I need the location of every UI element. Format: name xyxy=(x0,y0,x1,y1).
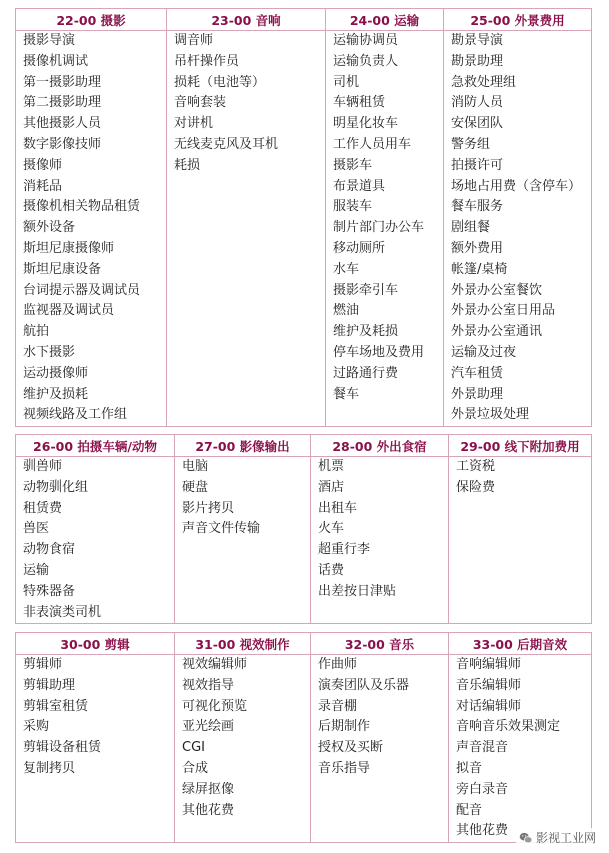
list-item: 勘景导演 xyxy=(451,33,504,48)
column-header: 31-00 视效制作 xyxy=(175,633,311,655)
list-item xyxy=(311,801,448,822)
list-item: 作曲师 xyxy=(318,657,358,672)
list-item: 运输 xyxy=(23,562,50,578)
list-item: 摄像师 xyxy=(23,157,63,173)
list-item: 剪辑室租赁 xyxy=(23,698,89,714)
block-body-row xyxy=(16,31,592,427)
list-item: 复制拷贝 xyxy=(23,760,76,776)
list-item: 外景办公室日用品 xyxy=(451,303,556,319)
list-item: 急救处理组 xyxy=(451,74,517,90)
list-item: 火车 xyxy=(318,521,345,537)
list-item: 其他花费 xyxy=(182,802,235,818)
list-item: CGI xyxy=(182,740,205,756)
list-item: 剪辑助理 xyxy=(23,677,76,693)
list-item: 外景办公室通讯 xyxy=(451,324,543,340)
list-item: 台词提示器及调试员 xyxy=(23,282,141,298)
list-item: 水下摄影 xyxy=(23,344,76,360)
list-item xyxy=(449,582,591,603)
list-item: 燃油 xyxy=(333,303,360,319)
list-item: 剪辑设备租赁 xyxy=(23,740,102,756)
list-item: 勘景助理 xyxy=(451,53,504,69)
list-item: 硬盘 xyxy=(182,479,209,495)
list-item xyxy=(449,540,591,561)
list-item xyxy=(175,561,310,582)
list-item xyxy=(16,801,174,822)
list-item: 航拍 xyxy=(23,324,50,340)
list-item: 动物食宿 xyxy=(23,542,76,558)
list-item: 安保团队 xyxy=(451,116,504,132)
list-item: 明星化妆车 xyxy=(333,116,399,132)
column-header: 25-00 外景费用 xyxy=(444,9,592,31)
list-item: 租赁费 xyxy=(23,500,63,516)
list-item: 无线麦克风及耳机 xyxy=(174,136,279,152)
list-item: 数字影像技师 xyxy=(23,136,102,152)
list-item: 摄影车 xyxy=(333,157,373,173)
list-item: 音响音乐效果测定 xyxy=(456,719,561,735)
list-item: 对话编辑师 xyxy=(456,698,522,714)
list-item xyxy=(175,821,310,842)
list-item: 拍摄许可 xyxy=(451,157,504,173)
item-column xyxy=(449,457,592,624)
list-item: 特殊器备 xyxy=(23,583,76,599)
list-item: 额外设备 xyxy=(23,220,76,236)
list-item: 音响套装 xyxy=(174,95,227,111)
list-item xyxy=(311,821,448,842)
list-item xyxy=(175,540,310,561)
item-column xyxy=(326,31,444,427)
item-column xyxy=(311,655,449,843)
list-item: 机票 xyxy=(318,459,345,474)
item-column xyxy=(16,655,175,843)
list-item: 斯坦尼康摄像师 xyxy=(23,240,115,256)
column-header: 23-00 音响 xyxy=(167,9,326,31)
budget-table-block-2 xyxy=(15,434,592,624)
list-item: 损耗（电池等） xyxy=(174,74,266,90)
list-item: 运输协调员 xyxy=(333,33,399,48)
list-item: 兽医 xyxy=(23,521,50,537)
list-item: 吊杆操作员 xyxy=(174,53,240,69)
list-item: 演奏团队及乐器 xyxy=(318,677,410,693)
list-item: 声音文件传输 xyxy=(182,521,261,537)
list-item xyxy=(167,301,325,322)
block-header-row xyxy=(16,9,592,31)
list-item: 维护及损耗 xyxy=(23,386,89,402)
list-item xyxy=(326,405,443,426)
list-item: 授权及买断 xyxy=(318,740,384,756)
column-header: 24-00 运输 xyxy=(326,9,444,31)
list-item: 动物驯化组 xyxy=(23,479,89,495)
watermark xyxy=(516,828,599,847)
item-column xyxy=(167,31,326,427)
budget-table-block-1 xyxy=(15,8,592,427)
list-item: 电脑 xyxy=(182,459,209,474)
budget-table-block-3 xyxy=(15,632,592,843)
list-item: 后期制作 xyxy=(318,719,371,735)
list-item: 运输及过夜 xyxy=(451,344,517,360)
item-column xyxy=(16,457,175,624)
list-item: 布景道具 xyxy=(333,178,386,194)
list-item: 合成 xyxy=(182,760,209,776)
list-item: 摄像机调试 xyxy=(23,53,89,69)
list-item: 摄影导演 xyxy=(23,33,76,48)
list-item: 司机 xyxy=(333,74,360,90)
item-column xyxy=(311,457,449,624)
list-item: 汽车租赁 xyxy=(451,365,504,381)
list-item: 音乐编辑师 xyxy=(456,677,522,693)
list-item: 斯坦尼康设备 xyxy=(23,261,102,277)
list-item: 工作人员用车 xyxy=(333,136,412,152)
list-item: 剧组餐 xyxy=(451,220,491,236)
column-header: 33-00 后期音效 xyxy=(449,633,592,655)
list-item: 音响编辑师 xyxy=(456,657,522,672)
list-item xyxy=(167,364,325,385)
list-item: 水车 xyxy=(333,261,360,277)
list-item: 出租车 xyxy=(318,500,358,516)
list-item xyxy=(167,177,325,198)
list-item: 维护及耗损 xyxy=(333,324,399,340)
list-item: 非表演类司机 xyxy=(23,604,102,620)
list-item: 其他花费 xyxy=(456,823,509,839)
list-item: 制片部门办公车 xyxy=(333,220,425,236)
list-item xyxy=(449,499,591,520)
list-item: 工资税 xyxy=(456,459,496,474)
list-item xyxy=(167,322,325,343)
column-header: 22-00 摄影 xyxy=(16,9,167,31)
item-column xyxy=(175,457,311,624)
list-item: 餐车 xyxy=(333,386,360,402)
list-item: 配音 xyxy=(456,802,483,818)
column-header: 32-00 音乐 xyxy=(311,633,449,655)
list-item: 剪辑师 xyxy=(23,657,63,672)
list-item: 摄影牵引车 xyxy=(333,282,399,298)
list-item: 外景办公室餐饮 xyxy=(451,282,543,298)
column-header: 27-00 影像输出 xyxy=(175,435,311,457)
list-item: 录音棚 xyxy=(318,698,358,714)
list-item: 停车场地及费用 xyxy=(333,344,425,360)
list-item xyxy=(167,385,325,406)
list-item: 第二摄影助理 xyxy=(23,95,102,111)
list-item: 餐车服务 xyxy=(451,199,504,215)
list-item xyxy=(167,218,325,239)
list-item xyxy=(167,281,325,302)
list-item: 运输负责人 xyxy=(333,53,399,69)
list-item: 监视器及调试员 xyxy=(23,303,115,319)
list-item: 视效指导 xyxy=(182,677,235,693)
list-item: 出差按日津贴 xyxy=(318,583,397,599)
list-item xyxy=(167,405,325,426)
column-header: 26-00 拍摄车辆/动物 xyxy=(16,435,175,457)
list-item xyxy=(167,343,325,364)
list-item xyxy=(449,603,591,624)
list-item: 超重行李 xyxy=(318,542,371,558)
block-body-row xyxy=(16,655,592,843)
list-item: 外景垃圾处理 xyxy=(451,407,530,423)
list-item: 拟音 xyxy=(456,760,483,776)
list-item: 耗损 xyxy=(174,157,201,173)
block-body-row xyxy=(16,457,592,624)
list-item: 第一摄影助理 xyxy=(23,74,102,90)
block-header-row xyxy=(16,435,592,457)
list-item xyxy=(167,197,325,218)
list-item: 服装车 xyxy=(333,199,373,215)
list-item xyxy=(167,239,325,260)
list-item xyxy=(449,561,591,582)
list-item: 额外费用 xyxy=(451,240,504,256)
list-item: 保险费 xyxy=(456,479,496,495)
list-item: 视频线路及工作组 xyxy=(23,407,128,423)
watermark-text: 影视工业网 xyxy=(535,831,596,845)
column-header: 30-00 剪辑 xyxy=(16,633,175,655)
list-item xyxy=(449,519,591,540)
column-header: 29-00 线下附加费用 xyxy=(449,435,592,457)
list-item: 运动摄像师 xyxy=(23,365,89,381)
list-item: 音乐指导 xyxy=(318,760,371,776)
list-item: 对讲机 xyxy=(174,116,214,132)
list-item: 可视化预览 xyxy=(182,698,248,714)
list-item: 消耗品 xyxy=(23,178,63,194)
list-item: 车辆租赁 xyxy=(333,95,386,111)
list-item: 帐篷/桌椅 xyxy=(451,261,508,277)
list-item: 消防人员 xyxy=(451,95,504,111)
list-item: 其他摄影人员 xyxy=(23,116,102,132)
list-item: 场地占用费（含停车） xyxy=(451,178,582,194)
list-item: 移动厕所 xyxy=(333,240,386,256)
list-item: 话费 xyxy=(318,562,345,578)
wechat-icon xyxy=(519,831,533,845)
list-item: 酒店 xyxy=(318,479,345,495)
list-item: 影片拷贝 xyxy=(182,500,235,516)
list-item: 警务组 xyxy=(451,136,491,152)
item-column xyxy=(16,31,167,427)
list-item: 驯兽师 xyxy=(23,459,63,474)
list-item: 调音师 xyxy=(174,33,214,48)
list-item xyxy=(167,260,325,281)
list-item: 旁白录音 xyxy=(456,781,509,797)
list-item xyxy=(311,603,448,624)
list-item: 亚光绘画 xyxy=(182,719,235,735)
item-column xyxy=(175,655,311,843)
item-column xyxy=(444,31,592,427)
item-column xyxy=(449,655,592,843)
column-header: 28-00 外出食宿 xyxy=(311,435,449,457)
list-item xyxy=(16,821,174,842)
list-item: 绿屏抠像 xyxy=(182,781,235,797)
list-item: 采购 xyxy=(23,719,50,735)
list-item xyxy=(311,780,448,801)
list-item: 声音混音 xyxy=(456,740,509,756)
list-item: 过路通行费 xyxy=(333,365,399,381)
list-item: 摄像机相关物品租赁 xyxy=(23,199,141,215)
list-item xyxy=(175,582,310,603)
list-item: 外景助理 xyxy=(451,386,504,402)
list-item: 视效编辑师 xyxy=(182,657,248,672)
block-header-row xyxy=(16,633,592,655)
list-item xyxy=(16,780,174,801)
list-item xyxy=(175,603,310,624)
